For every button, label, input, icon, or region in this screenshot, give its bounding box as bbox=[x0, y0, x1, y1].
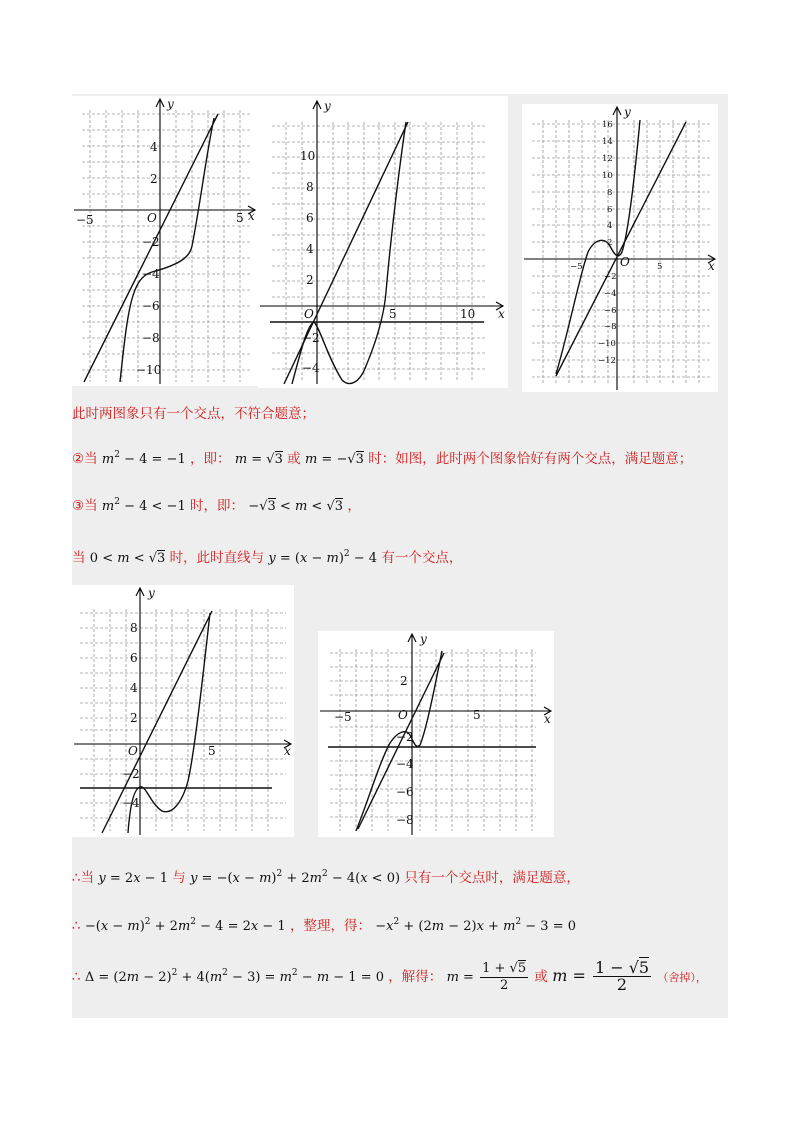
line6-mid: ，整理，得： bbox=[289, 918, 371, 934]
g4-x-label: x bbox=[284, 744, 291, 758]
g1-tick: −6 bbox=[142, 299, 160, 313]
g4-tick: 5 bbox=[208, 744, 216, 758]
line5-prefix: ∴当 bbox=[72, 870, 95, 886]
g3-tick: −10 bbox=[598, 339, 616, 349]
line4-prefix: 当 bbox=[72, 550, 86, 566]
g5-tick: 2 bbox=[400, 674, 408, 688]
g1-tick: 5 bbox=[236, 211, 244, 225]
g5-tick: −8 bbox=[396, 813, 414, 827]
g3-tick: 5 bbox=[657, 262, 663, 272]
g2-y-label: y bbox=[324, 99, 331, 113]
line2-prefix: ②当 bbox=[72, 451, 98, 467]
g3-tick: 12 bbox=[602, 154, 613, 164]
g1-tick: −2 bbox=[142, 235, 160, 249]
g1-y-label: y bbox=[167, 97, 174, 111]
line2-suffix: 时：如图，此时两个图象恰好有两个交点，满足题意； bbox=[368, 451, 693, 467]
g2-tick: −2 bbox=[302, 331, 320, 345]
graph-3 bbox=[522, 104, 718, 392]
g1-cubic bbox=[120, 118, 214, 382]
g5-tick: −5 bbox=[334, 710, 352, 724]
text-line-7 bbox=[72, 960, 707, 994]
g3-y-label: y bbox=[624, 105, 631, 119]
g4-tick: 6 bbox=[130, 651, 138, 665]
text-line-5 bbox=[72, 864, 580, 889]
line3-suffix: ， bbox=[347, 498, 361, 514]
g4-origin: O bbox=[128, 744, 138, 758]
line3-mid: 时，即： bbox=[190, 498, 245, 514]
line4-suffix: 有一个交点， bbox=[381, 550, 463, 566]
line4-mid: 时，此时直线与 bbox=[169, 550, 265, 566]
g5-origin: O bbox=[398, 708, 408, 722]
line5-func: $y = -(x - m)^2 + 2m^2 - 4(x < 0)$ bbox=[190, 869, 401, 886]
g4-tick: 4 bbox=[130, 681, 138, 695]
g2-x-label: x bbox=[498, 307, 505, 321]
line3-prefix: ③当 bbox=[72, 498, 98, 514]
g1-x-label: x bbox=[248, 209, 255, 223]
text-line-1: 此时两图象只有一个交点，不符合题意； bbox=[72, 406, 315, 422]
g3-tick: −4 bbox=[604, 289, 617, 299]
g3-tick: −12 bbox=[598, 356, 616, 366]
g5-tick: −4 bbox=[396, 757, 414, 771]
line2-cond: $m^2 - 4 = -1$ bbox=[101, 450, 186, 467]
graph-4 bbox=[72, 585, 294, 837]
g3-tick: 4 bbox=[607, 221, 613, 231]
g1-tick: 2 bbox=[150, 172, 158, 186]
text-line-6 bbox=[72, 912, 576, 937]
line4-range: 0 < m < √3 bbox=[89, 551, 166, 566]
line5-mid: 与 bbox=[172, 870, 186, 886]
line7-suffix: （舍掉）， bbox=[657, 971, 707, 984]
g3-line bbox=[556, 122, 686, 376]
line6-result: $-x^2 + (2m - 2)x + m^2 - 3 = 0$ bbox=[375, 917, 576, 934]
g3-x-label: x bbox=[708, 259, 715, 273]
g1-origin: O bbox=[147, 211, 157, 225]
g3-tick: 8 bbox=[607, 188, 613, 198]
g2-tick: 5 bbox=[389, 307, 397, 321]
g3-tick: 16 bbox=[602, 120, 613, 130]
line6-prefix: ∴ bbox=[72, 918, 81, 934]
g2-tick: −4 bbox=[302, 361, 320, 375]
g1-tick: −8 bbox=[142, 331, 160, 345]
g3-tick: −2 bbox=[604, 272, 617, 282]
line5-line: y = 2x − 1 bbox=[98, 871, 168, 886]
g2-tick: 10 bbox=[300, 149, 316, 163]
line4-func: $y = (x - m)^2 - 4$ bbox=[268, 549, 378, 566]
g2-tick: 10 bbox=[460, 307, 476, 321]
g1-tick: −4 bbox=[142, 267, 160, 281]
g4-line bbox=[102, 611, 212, 833]
g3-tick: −6 bbox=[604, 306, 617, 316]
g4-tick: −4 bbox=[122, 796, 140, 810]
line2-m1: m = √3 bbox=[234, 452, 283, 467]
g3-tick: −8 bbox=[604, 322, 617, 332]
line6-equation: $-(x - m)^2 + 2m^2 - 4 = 2x - 1$ bbox=[84, 917, 286, 934]
g1-tick: 4 bbox=[150, 140, 158, 154]
line7-root1: m = $\frac{1 + √5}{2}$ bbox=[446, 961, 527, 993]
g3-tick: 6 bbox=[607, 205, 613, 215]
g4-tick: 2 bbox=[130, 711, 138, 725]
line7-discriminant: $\Delta = (2m - 2)^2 + 4(m^2 - 3) = m^2 - m - 1 = 0$ bbox=[84, 968, 384, 985]
g2-origin: O bbox=[304, 307, 314, 321]
g3-tick: 2 bbox=[607, 238, 613, 248]
line2-m2: m = −√3 bbox=[304, 452, 364, 467]
g5-tick: −6 bbox=[396, 785, 414, 799]
line7-root2: m = $\frac{1 - √5}{2}$ bbox=[552, 958, 650, 994]
g3-tick: 14 bbox=[602, 137, 613, 147]
g3-origin: O bbox=[620, 255, 630, 269]
line2-or: 或 bbox=[287, 451, 301, 467]
line5-suffix: 只有一个交点时，满足题意， bbox=[404, 870, 580, 886]
text-line-4 bbox=[72, 544, 462, 569]
graph-2 bbox=[258, 96, 508, 388]
g4-tick: −2 bbox=[122, 767, 140, 781]
g2-tick: 8 bbox=[306, 180, 314, 194]
line7-mid: ，解得： bbox=[388, 969, 443, 985]
g3-tick: −5 bbox=[570, 262, 583, 272]
g5-x-label: x bbox=[544, 712, 551, 726]
line7-or: 或 bbox=[534, 969, 548, 985]
g1-tick: −10 bbox=[136, 363, 162, 377]
graph-5 bbox=[318, 631, 554, 837]
g3-tick: 10 bbox=[602, 171, 613, 181]
g1-tick: −5 bbox=[76, 213, 94, 227]
graph-1 bbox=[72, 96, 258, 386]
line3-cond: $m^2 - 4 < -1$ bbox=[101, 497, 186, 514]
g5-y-label: y bbox=[420, 632, 427, 646]
g2-tick: 4 bbox=[306, 242, 314, 256]
g5-tick: −2 bbox=[396, 730, 414, 744]
line7-prefix: ∴ bbox=[72, 969, 81, 985]
line3-range: −√3 < m < √3 bbox=[248, 499, 344, 514]
text-line-2 bbox=[72, 445, 692, 470]
g5-tick: 5 bbox=[473, 708, 481, 722]
text-line-3 bbox=[72, 492, 361, 517]
line2-mid: ，即： bbox=[190, 451, 231, 467]
g4-y-label: y bbox=[148, 586, 155, 600]
g2-tick: 6 bbox=[306, 211, 314, 225]
g4-tick: 8 bbox=[130, 621, 138, 635]
g2-tick: 2 bbox=[306, 273, 314, 287]
